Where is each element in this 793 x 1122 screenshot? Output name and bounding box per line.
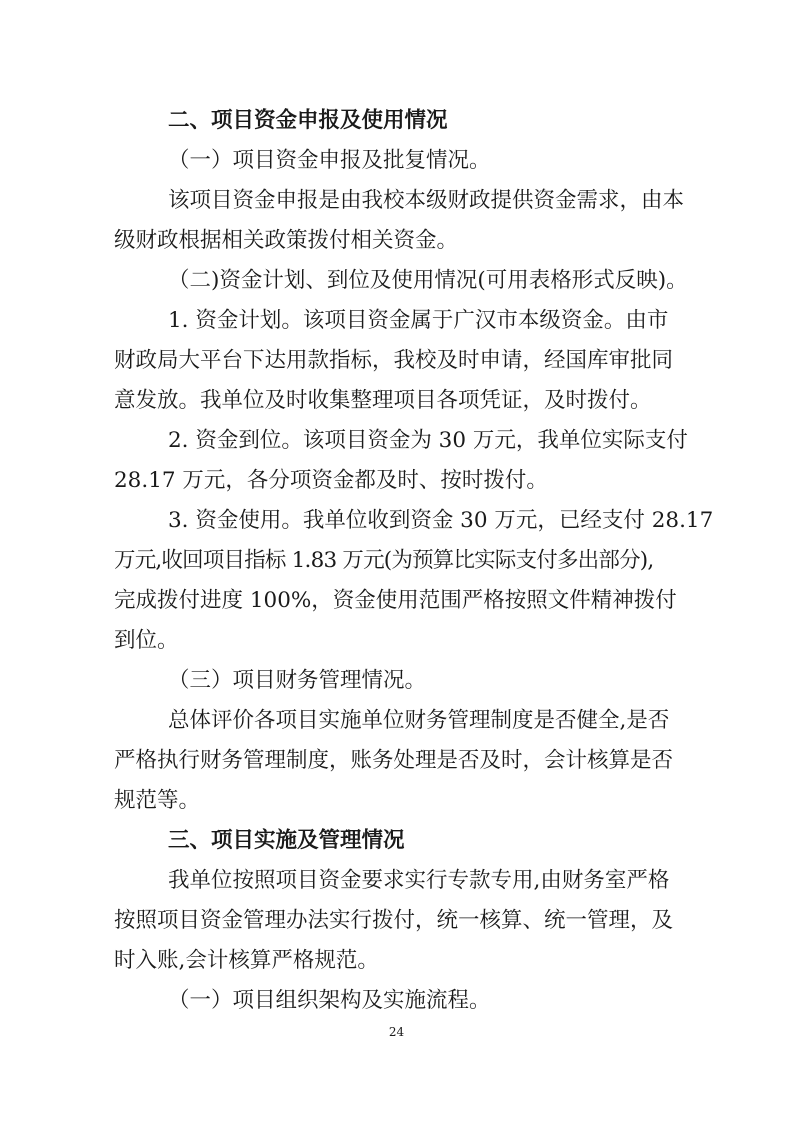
paragraph-line: 按照项目资金管理办法实行拨付，统一核算、统一管理，及	[114, 908, 674, 933]
paragraph-line: 我单位按照项目资金要求实行专款专用,由财务室严格	[168, 868, 670, 893]
paragraph-line: 2. 资金到位。该项目资金为 30 万元，我单位实际支付	[168, 428, 688, 453]
subsection-heading-2-3: （三）项目财务管理情况。	[168, 668, 427, 693]
paragraph-line: 完成拨付进度 100%，资金使用范围严格按照文件精神拨付	[114, 588, 677, 613]
subsection-heading-2-2: （二)资金计划、到位及使用情况(可用表格形式反映)。	[168, 268, 688, 293]
paragraph-line: 到位。	[114, 628, 179, 653]
paragraph-line: 级财政根据相关政策拨付相关资金。	[114, 228, 459, 253]
paragraph-line: 严格执行财务管理制度，账务处理是否及时，会计核算是否	[114, 748, 674, 773]
paragraph-line: 时入账,会计核算严格规范。	[114, 948, 379, 973]
paragraph-line: 该项目资金申报是由我校本级财政提供资金需求，由本	[168, 188, 685, 213]
subsection-heading-2-1: （一）项目资金申报及批复情况。	[168, 148, 491, 173]
paragraph-line: 万元,收回项目指标 1.83 万元(为预算比实际支付多出部分),	[114, 548, 654, 573]
paragraph-line: 28.17 万元，各分项资金都及时、按时拨付。	[114, 468, 548, 493]
subsection-heading-3-1: （一）项目组织架构及实施流程。	[168, 988, 491, 1013]
paragraph-line: 意发放。我单位及时收集整理项目各项凭证，及时拨付。	[114, 388, 652, 413]
section-heading-3: 三、项目实施及管理情况	[168, 828, 405, 853]
paragraph-line: 3. 资金使用。我单位收到资金 30 万元，已经支付 28.17	[168, 508, 714, 533]
section-heading-2: 二、项目资金申报及使用情况	[168, 108, 448, 133]
paragraph-line: 规范等。	[114, 788, 201, 813]
page-number: 24	[388, 1025, 405, 1039]
paragraph-line: 1. 资金计划。该项目资金属于广汉市本级资金。由市	[168, 308, 669, 333]
paragraph-line: 财政局大平台下达用款指标，我校及时申请，经国库审批同	[114, 348, 674, 373]
paragraph-line: 总体评价各项目实施单位财务管理制度是否健全,是否	[168, 708, 670, 733]
